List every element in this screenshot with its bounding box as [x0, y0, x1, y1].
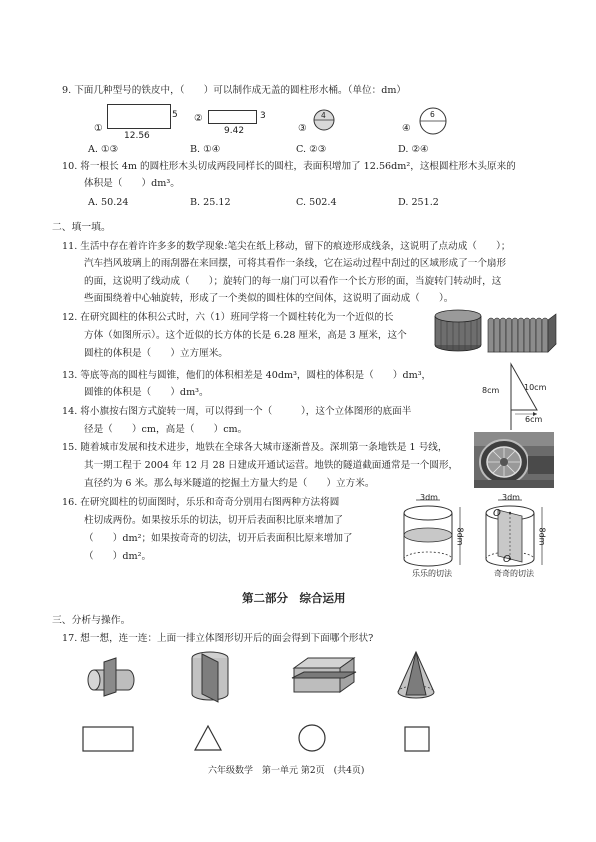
q16-line-2: 柱切成两份。如果按乐乐的切法，切开后表面积比原来增加了 [84, 515, 344, 526]
q10-option-a: A. 50.24 [88, 197, 129, 208]
q17-shape-circle [298, 724, 330, 756]
q9-stem: 9. 下面几种型号的铁皮中，（ ）可以制作成无盖的圆柱形水桶。（单位：dm） [62, 85, 407, 96]
q12-line-2: 方体（如图所示）。这个近似的长方体的长是 6.28 厘米，高是 3 厘米，这个 [84, 330, 407, 341]
q17-shape-rectangle [82, 726, 136, 754]
q12-cylinder-image [432, 308, 488, 354]
part-2-title: 第二部分 综合运用 [242, 591, 346, 605]
q12-line-3: 圆柱的体积是（ ）立方厘米。 [84, 348, 228, 359]
q10-option-b: B. 25.12 [190, 197, 231, 208]
q15-line-2: 其一期工程于 2004 年 12 月 28 日建成开通试运营。地铁的隧道截面通常是一个圆形， [84, 460, 459, 471]
q9-fig2-height: 3 [260, 111, 266, 121]
q9-fig2-width: 9.42 [224, 126, 245, 136]
q11-line-2: 汽车挡风玻璃上的雨刮器在来回摆，可将其看作一条线，它在运动过程中刮过的区域形成了一个扇形 [84, 258, 507, 269]
q13-line-2: 圆锥的体积是（ ）dm³。 [84, 387, 209, 398]
q17-shape-square [404, 726, 432, 754]
q17-stem: 17. 想一想，连一连：上面一排立体图形切开后的面会得到下面哪个形状? [62, 633, 374, 644]
q13-base-label: 6cm [525, 415, 543, 424]
q11-line-1: 11. 生活中存在着许许多多的数学现象:笔尖在纸上移动，留下的痕迹形成线条，这说明了点动成（ ）； [62, 241, 511, 252]
q16-line-4: （ ）dm²。 [84, 551, 152, 562]
q15-line-1: 15. 随着城市发展和技术进步，地铁在全球各大城市逐渐普及。深圳第一条地铁是 1 号线， [62, 442, 448, 453]
q16-qiqi-caption: 奇奇的切法 [494, 569, 534, 578]
q9-fig1-marker: ① [94, 123, 103, 134]
q14-line-1: 14. 将小旗按右图方式旋转一周，可以得到一个（ ），这个立体图形的底面半 [62, 406, 412, 417]
q12-line-1: 12. 在研究圆柱的体积公式时，六（1）班同学将一个圆柱转化为一个近似的长 [62, 312, 394, 323]
q16-lele-side-label: 8dm [455, 527, 465, 546]
q13-hyp-label: 10cm [524, 383, 547, 392]
q9-option-d: D. ②④ [398, 144, 429, 155]
q16-qiqi-point-top: O [493, 508, 501, 519]
q17-solid-cuboid-cut-horizontal [290, 654, 360, 698]
q9-option-c: C. ②③ [296, 144, 327, 155]
q9-fig3-marker: ③ [298, 123, 307, 134]
q10-line-2: 体积是（ ）dm³。 [84, 178, 180, 189]
q15-tunnel-photo [474, 432, 554, 488]
q16-qiqi-top-label: 3dm [502, 493, 520, 502]
q17-solid-cone-cut-vertical [392, 648, 442, 706]
q17-solid-cylinder-cut-lengthwise [82, 652, 142, 702]
q9-fig1-width: 12.56 [124, 131, 150, 141]
q16-lele-top-label: 3dm [420, 493, 438, 502]
page-footer: 六年级数学 第一单元 第2页 (共4页) [208, 766, 365, 776]
q13-line-1: 13. 等底等高的圆柱与圆锥，他们的体积相差是 40dm³，圆柱的体积是（ ）dm³， [62, 370, 432, 381]
section-2-title: 二、填一填。 [52, 222, 111, 233]
q10-option-c: C. 502.4 [296, 197, 337, 208]
q17-solid-cylinder-cut-vertical [186, 648, 236, 706]
q9-fig4-dim: 6 [430, 110, 435, 119]
q9-fig1-height: 5 [172, 110, 178, 120]
q11-line-4: 些面围绕着中心轴旋转，形成了一个类似的圆柱体的空间体，这说明了面动成（ ）。 [84, 293, 454, 304]
q9-fig3-dim: 4 [321, 111, 326, 120]
q9-fig2-marker: ② [194, 113, 203, 124]
q13-leg-label: 8cm [482, 386, 500, 395]
q16-qiqi-point-bottom: O [503, 554, 511, 565]
q14-line-2: 径是（ ）cm，高是（ ）cm。 [84, 424, 248, 435]
q10-line-1: 10. 将一根长 4m 的圆柱形木头切成两段同样长的圆柱，表面积增加了 12.56dm²，这根圆柱形木头原来的 [62, 161, 516, 172]
q10-option-d: D. 251.2 [398, 197, 439, 208]
q11-line-3: 的面，这说明了线动成（ ）；旋转门的每一扇门可以看作一个长方形的面，当旋转门转动时，这 [84, 276, 502, 287]
q16-line-3: （ ）dm²；如果按奇奇的切法，切开后表面积比原来增加了 [84, 533, 353, 544]
q16-qiqi-side-label: 8dm [537, 527, 547, 546]
q9-option-a: A. ①③ [88, 144, 119, 155]
q9-option-b: B. ①④ [190, 144, 221, 155]
section-3-title: 三、分析与操作。 [52, 615, 131, 626]
q15-line-3: 直径约为 6 米。那么每米隧道的挖掘土方量大约是（ ）立方米。 [84, 478, 375, 489]
q16-line-1: 16. 在研究圆柱的切面图时，乐乐和奇奇分别用右图两种方法将圆 [62, 497, 340, 508]
q12-cuboid-image [486, 312, 558, 354]
q9-fig4-marker: ④ [402, 123, 411, 134]
q16-lele-caption: 乐乐的切法 [412, 569, 452, 578]
q17-shape-triangle [194, 724, 226, 754]
